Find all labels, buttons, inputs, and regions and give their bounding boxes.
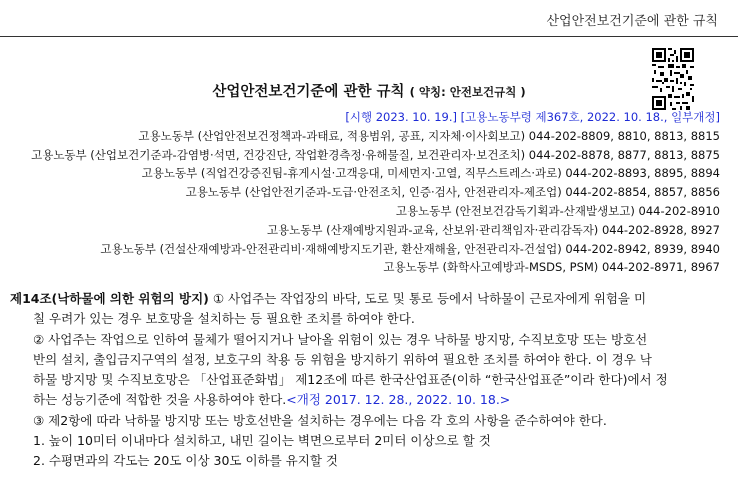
document-title: [0, 80, 738, 101]
paragraph-2-line-2: 반의 설치, 출입금지구역의 설정, 보호구의 착용 등 위험을 방지하기 위하여 필요한 조치를 하여야 한다. 이 경우 낙: [33, 351, 652, 367]
paragraph-2-line-3: 하물 방지망 및 수직보호망은 「산업표준화법」 제12조에 따른 한국산업표준(이하 “한국산업표준”이라 한다)에서 정: [33, 372, 668, 388]
contact-line: 고용노동부 (안전보건감독기획과-산재발생보고) 044-202-8910: [395, 203, 720, 218]
header-divider: [0, 36, 738, 37]
list-item: 1. 높이 10미터 이내마다 설치하고, 내민 길이는 벽면으로부터 2미터 이상으로 할 것: [33, 433, 491, 449]
contact-line: 고용노동부 (산업보건기준과-감염병·석면, 건강진단, 작업환경측정·유해물질, 보건관리자·보건조치) 044-202-8878, 8877, 8813, 8875: [31, 147, 720, 162]
paragraph-2-line-4-text: 하는 성능기준에 적합한 것을 사용하여야 한다.: [33, 392, 287, 408]
paragraph-3: ③ 제2항에 따라 낙하물 방지망 또는 방호선반을 설치하는 경우에는 다음 각 호의 사항을 준수하여야 한다.: [33, 412, 607, 428]
paragraph-1-line-2: 칠 우려가 있는 경우 보호망을 설치하는 등 필요한 조치를 하여야 한다.: [33, 311, 415, 327]
paragraph-1: [0, 289, 738, 309]
paragraph-2-line-1: ② 사업주는 작업으로 인하여 물체가 떨어지거나 날아올 위험이 있는 경우 낙하물 방지망, 수직보호망 또는 방호선: [33, 331, 648, 347]
contact-line: 고용노동부 (산업안전보건정책과-과태료, 적용범위, 공표, 지자체·이사회보고) 044-202-8809, 8810, 8813, 8815: [138, 128, 720, 143]
article-heading: 제14조(낙하물에 의한 위험의 방지): [10, 291, 209, 306]
paragraph-1-line-1: ① 사업주는 작업장의 바닥, 도로 및 통로 등에서 낙하물이 근로자에게 위험을 미: [212, 291, 647, 306]
contact-line: 고용노동부 (화학사고예방과-MSDS, PSM) 044-202-8971, 8967: [383, 260, 720, 275]
title-text: 산업안전보건기준에 관한 규칙: [212, 84, 405, 100]
enforcement-line: [31, 108, 720, 127]
title-abbreviation: ( 약칭: 안전보건규칙 ): [409, 85, 526, 99]
paragraph-2-line-4: [0, 390, 738, 410]
ordinance-info: [고용노동부령 제367호, 2022. 10. 18., 일부개정]: [460, 110, 720, 124]
contact-line: 고용노동부 (산재예방지원과-교육, 산보위·관리책임자·관리감독자) 044-202-8928, 8927: [266, 222, 720, 237]
running-header: 산업안전보건기준에 관한 규칙: [546, 14, 718, 29]
contact-line: 고용노동부 (건설산재예방과-안전관리비·재해예방지도기관, 환산재해율, 안전관리자-건설업) 044-202-8942, 8939, 8940: [100, 241, 720, 256]
contact-line: 고용노동부 (산업안전기준과-도급·안전조치, 인증·검사, 안전관리자-제조업) 044-202-8854, 8857, 8856: [185, 185, 720, 200]
article-body: [0, 289, 738, 472]
document-meta: [31, 108, 720, 277]
revision-note: <개정 2017. 12. 28., 2022. 10. 18.>: [286, 392, 511, 408]
list-item: 2. 수평면과의 각도는 20도 이상 30도 이하를 유지할 것: [33, 453, 338, 469]
contact-line: 고용노동부 (직업건강증진팀-휴게시설·고객응대, 미세먼지·고열, 직무스트레스·과로) 044-202-8893, 8895, 8894: [141, 166, 720, 181]
enforcement-date: [시행 2023. 10. 19.]: [345, 110, 458, 124]
